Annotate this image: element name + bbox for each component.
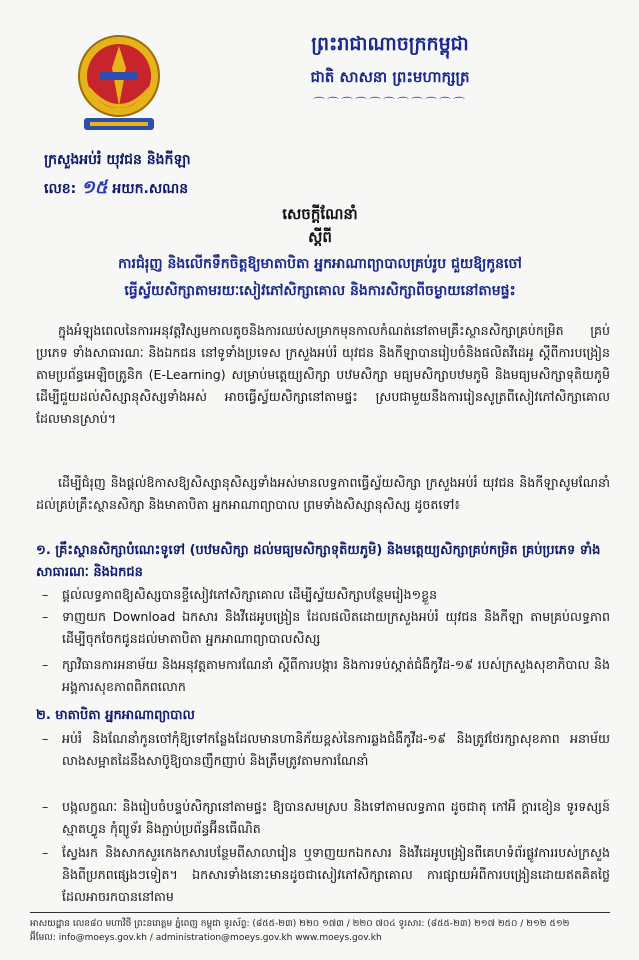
document-about: ស្តីពី xyxy=(308,228,332,246)
document-footer xyxy=(30,912,610,945)
reference-label: លេខ: xyxy=(44,181,77,197)
dash-icon: – xyxy=(42,609,49,624)
section-1-bullet xyxy=(42,606,610,650)
dash-icon: – xyxy=(42,731,49,746)
bullet-text: អប់រំ និងណែនាំកូនចៅកុំឱ្យទៅកន្លែងដែលមានហានិភ័យខ្ពស់នៃការឆ្លងជំងឺកូវីដ-១៩ និងត្រូវថែរក្សាសុខភាព អនាម័យ លាងសម្អាតដៃនឹងសាប៊ូឱ្យបានញឹកញាប់ និងត្រឹមត្រូវតាមការណែនាំ xyxy=(62,731,610,768)
bullet-text: ស្វែងរក និងសាកសួរកេងកសារបន្ថែមពីសាលារៀន ឬទាញយកឯកសារ និងវីដេអូបង្រៀនពីគេហទំព័រផ្លូវការរបស់ក្រសួង និងពីប្រភពផ្សេងៗទៀត។ ឯកសារទាំងនោះមានដូចជាសៀវភៅសិក្សាគោល ការផ្សាយអំពីការបង្រៀនដោយឥតគិតថ្លៃ ដែលអាចរកបាននៅតាម xyxy=(62,845,610,904)
section-2-bullet xyxy=(42,796,610,840)
section-2-bullet xyxy=(42,842,610,908)
dash-icon: – xyxy=(42,587,49,602)
section-2-bullet xyxy=(42,728,610,772)
intro-paragraph: ក្នុងអំឡុងពេលនៃការអនុវត្តវិស្សមកាលតូចនិងការឈប់សម្រាកមុនកាលកំណត់នៅតាមគ្រឹះស្ថានសិក្សាគ្រប់កម្រិត គ្រប់ប្រភេទ ទាំងសាធារណៈ និងឯកជន នៅទូទាំងប្រទេស ក្រសួងអប់រំ យុវជន និងកីឡាបានរៀបចំនិងផលិតវីដេអូ ស្តីពីការបង្រៀនតាមប្រព័ន្ធអេឡិចត្រូនិក (E-Learning) សម្រាប់មត្តេយ្យសិក្សា បឋមសិក្សា មធ្យមសិក្សាបឋមភូមិ និងមធ្យមសិក្សាទុតិយភូមិ ដើម្បីជួយដល់សិស្សានុសិស្សទាំងអស់ អាចធ្វើស្វ័យសិក្សានៅតាមផ្ទះ ស្របជាមួយនឹងការរៀនសូត្រពីសៀវភៅសិក្សាគោល ដែលមានស្រាប់។ xyxy=(36,323,610,426)
document-subject-line2: ធ្វើស្វ័យសិក្សាតាមរយៈសៀវភៅសិក្សាគោល និងការសិក្សាពីចម្ងាយនៅតាមផ្ទះ xyxy=(124,283,516,299)
kingdom-header xyxy=(200,32,580,111)
purpose-paragraph: ដើម្បីជំរុញ និងផ្តល់ឱកាសឱ្យសិស្សានុសិស្សទាំងអស់មានលទ្ធភាពធ្វើស្វ័យសិក្សា ក្រសួងអប់រំ យុវជន និងកីឡាសូមណែនាំដល់គ្រប់គ្រឹះស្ថានសិក្សា និងមាតាបិតា អ្នកអាណាព្យាបាល ព្រមទាំងសិស្សានុសិស្ស ដូចតទៅ៖ xyxy=(36,475,610,512)
bullet-text: ក្សាវិធានការអនាម័យ និងអនុវត្តតាមការណែនាំ ស្តីពីការបង្ការ និងការទប់ស្កាត់ជំងឺកូវីដ-១៩ របស់ក្រសួងសុខាភិបាល និងអង្គការសុខភាពពិភពលោក xyxy=(62,657,610,694)
ministry-name: ក្រសួងអប់រំ យុវជន និងកីឡា xyxy=(44,152,191,168)
dash-icon: – xyxy=(42,657,49,672)
dash-icon: – xyxy=(42,845,49,860)
footer-contact: អ៊ីមែល: info@moeys.gov.kh / administration@moeys.gov.kh www.moeys.gov.kh xyxy=(30,933,382,943)
reference-number xyxy=(44,175,188,202)
dash-icon: – xyxy=(42,799,49,814)
section-2-heading: ២. មាតាបិតា អ្នកអាណាព្យាបាល xyxy=(36,708,195,723)
section-1-bullet xyxy=(42,584,610,606)
section-1-heading: ១. គ្រឹះស្ថានសិក្សាបំណេះទូទៅ (បឋមសិក្សា ដល់មធ្យមសិក្សាទុតិយភូមិ) និងមត្តេយ្យសិក្សាគ្រប់កម្រិត គ្រប់ប្រភេទ ទាំងសាធារណៈ និងឯកជន xyxy=(36,543,601,580)
footer-address: អាសយដ្ឋាន លេខ៨០ មហាវិថី ព្រះនរោត្តម ភ្នំពេញ កម្ពុជា ទូរស័ព្ទ: (៨៥៥-២៣) ២២០ ១៧៣ / ២២០ ៧០៤ ទូរសារ: (៨៥៥-២៣) ២១៧ ២៥០ / ២១២ ៥១២ xyxy=(30,919,570,929)
national-motto: ជាតិ សាសនា ព្រះមហាក្សត្រ xyxy=(310,68,470,86)
bullet-text: ទាញយក Download ឯកសារ និងវីដេអូបង្រៀន ដែលផលិតដោយក្រសួងអប់រំ យុវជន និងកីឡា តាមគ្រប់លទ្ធភាព ដើម្បីចុកចែកជូនដល់មាតាបិតា អ្នកអាណាព្យាបាលសិស្ស xyxy=(62,609,610,646)
document-subject-line1: ការជំរុញ និងលើកទឹកចិត្តឱ្យមាតាបិតា អ្នកអាណាព្យាបាលគ្រប់រូប ជួយឱ្យកូនចៅ xyxy=(118,256,522,272)
document-type: សេចក្តីណែនាំ xyxy=(282,205,358,223)
bullet-text: បង្កលក្ខណៈ និងរៀបចំបន្ទប់សិក្សានៅតាមផ្ទះ ឱ្យបានសមស្រប និងទៅតាមលទ្ធភាព ដូចជាតុ កៅអី ក្តារខៀន ទូរទស្សន៍ ស្មាតហ្វូន កុំព្យូទ័រ និងភ្ជាប់ប្រព័ន្ធអ៊ីនធើណិត xyxy=(62,799,610,836)
reference-suffix: អយក.សណន xyxy=(112,181,189,197)
bullet-text: ផ្តល់លទ្ធភាពឱ្យសិស្សបានខ្ចីសៀវភៅសិក្សាគោល ដើម្បីស្វ័យសិក្សាបន្ថែមរៀង១ខ្លួន xyxy=(62,587,438,602)
reference-handwritten-number: ១៥ xyxy=(81,177,108,198)
ministry-emblem-icon xyxy=(70,28,168,140)
section-1-bullet xyxy=(42,654,610,698)
kingdom-title: ព្រះរាជាណាចក្រកម្ពុជា xyxy=(311,33,469,55)
header-ornament: ⌒⌒⌒⌒⌒⌒⌒⌒⌒⌒⌒ xyxy=(312,96,467,110)
